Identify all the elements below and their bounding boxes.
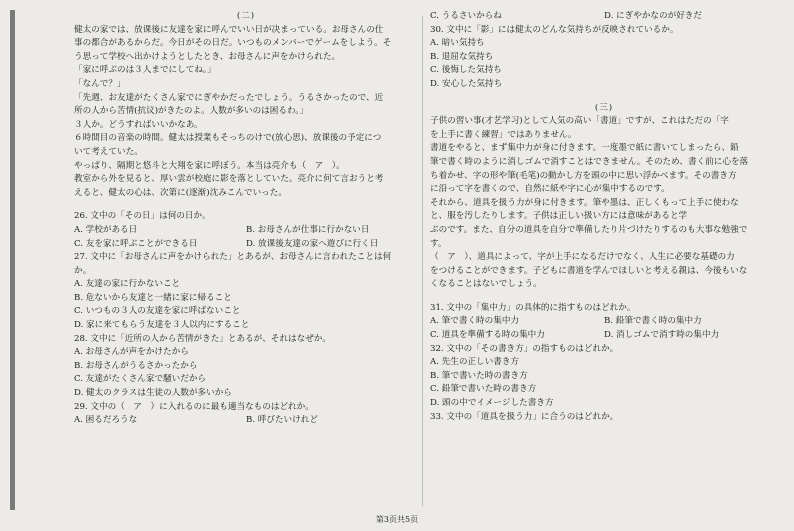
section-title-2: (二) [236, 11, 256, 21]
passage-3 [430, 115, 778, 292]
binding-edge [10, 10, 15, 510]
option-d: D. 家に来てもらう友達を３人以内にすること [74, 320, 250, 331]
passage-line: をつけることができます。子どもに書道を学んでほしいと考える親は、今後もいな [430, 265, 748, 276]
option-a: A. 筆で書く時の集中力 [430, 316, 520, 327]
passage-line: ６時間目の音楽の時間。健太は授業もそっちのけで(放心思)、放课後の予定につ [74, 133, 382, 144]
passage-line: それから、道具を扱う力が身に付きます。筆や墨は、正しくもって上手に使わな [430, 197, 739, 208]
passage-line: う思って学校へ出かけようとしたとき、お母さんに声をかけられた。 [74, 51, 341, 62]
passage-line: 「なんで？」 [74, 78, 126, 89]
question-stem: 28. 文中に「近所の人から苦情がきた」とあるが、それはなぜか。 [74, 333, 332, 344]
option-a: A. 学校がある日 [74, 224, 138, 235]
passage-2 [74, 24, 418, 201]
question-27 [74, 251, 418, 333]
question-stem: 31. 文中の「集中力」の具体的に指すものはどれか。 [430, 302, 636, 313]
passage-line: くなることはないでしょう。 [430, 279, 542, 290]
question-stem: 33. 文中の「道具を扱う力」に合うのはどれか。 [430, 411, 619, 422]
passage-line: えると、健太の心は、次第に(逐渐)沈みこんでいった。 [74, 187, 287, 198]
passage-line: やっぱり、隔期と悠斗と大翔を家に呼ぼう。本当は亮介も（ ア ）。 [74, 160, 345, 171]
option-d: D. 健太のクラスは生徒の人数が多いから [74, 388, 232, 399]
option-c: C. いつもの３人の友達を家に呼ばないこと [74, 306, 241, 317]
option-c: C. 道具を準備する時の集中力 [430, 330, 545, 341]
question-26 [74, 210, 418, 251]
question-29-continued [430, 10, 778, 24]
option-d: D. 安心した気持ち [430, 78, 503, 89]
passage-line: 子供の習い事(才艺学习)として人気の高い「書道」ですが、これはただの「字 [430, 116, 729, 127]
passage-line: （ ア ）、道具によって、字が上手になるだけでなく、人生に必要な基礎の力 [430, 252, 735, 263]
passage-line: 所の人から苦情(抗议)がきたのよ。人数が多いのは困るわ。」 [74, 106, 309, 117]
left-column [74, 10, 418, 428]
question-32 [430, 343, 778, 411]
question-29 [74, 401, 418, 428]
option-a: A. 友達の家に行かないこと [74, 279, 181, 290]
option-b: B. 呼びたいけれど [246, 415, 318, 426]
option-d: D. 頭の中でイメージした書き方 [430, 398, 554, 409]
passage-line: 「家に呼ぶのは３人までにしてね。」 [74, 65, 216, 76]
option-b: B. お母さんがうるさかったから [74, 360, 198, 371]
option-d: D. 放课後友達の家へ遊びに行く日 [246, 238, 379, 249]
question-stem: 32. 文中の「その書き方」の指すものはどれか。 [430, 343, 619, 354]
passage-line: す。 [430, 238, 447, 249]
question-31 [430, 302, 778, 343]
option-b: B. 鉛筆で書く時の集中力 [604, 316, 702, 327]
passage-line: 健太の家では、放课後に友達を家に呼んでいい日が决まっている。お母さんの仕 [74, 24, 384, 35]
right-column [430, 10, 778, 424]
passage-line: ぶのです。また、自分の道具を自分で準備したり片づけたりするのも大事な勉強で [430, 224, 748, 235]
option-d: D. にぎやかなのが好きだ [604, 11, 702, 21]
question-33 [430, 411, 778, 425]
section-title-3: (三) [594, 102, 614, 113]
option-c: C. 後悔した気持ち [430, 65, 502, 76]
question-stem: 27. 文中に「お母さんに声をかけられた」とあるが、お母さんに言われたことは何 [74, 252, 392, 263]
passage-line: を上手に書く練習」ではありません。 [430, 129, 577, 140]
option-d: D. 消しゴムで消す時の集中力 [604, 330, 720, 341]
question-stem: 26. 文中の「その日」は何の日か。 [74, 211, 211, 222]
page-number: 第3页共5页 [375, 515, 419, 524]
option-b: B. 筆で書いた時の書き方 [430, 370, 528, 381]
option-b: B. お母さんが仕事に行かない日 [246, 224, 370, 235]
option-c: C. 友達がたくさん家で騒いだから [74, 374, 207, 385]
option-a: A. 困るだろうな [74, 415, 138, 426]
passage-line: いて考えていた。 [74, 146, 143, 157]
passage-line: 「先週、お友達がたくさん家でにぎやかだったでしょう。うるさかったので、近 [74, 92, 384, 103]
question-28 [74, 333, 418, 401]
option-c: C. 鉛筆で書いた時の書き方 [430, 384, 537, 395]
passage-line: ち着かせ、字の形や筆(毛笔)の動かし方を頭の中に思い浮かべます。その書き方 [430, 170, 737, 181]
passage-line: 書道をやると、まず集中力が身に付きます。一度墨で紙に書いてしまったら、鉛 [430, 143, 739, 154]
column-divider [422, 16, 423, 506]
question-30 [430, 24, 778, 92]
option-c: C. うるさいからね [430, 11, 502, 21]
option-a: A. 暗い気持ち [430, 38, 485, 49]
passage-line: 教室から外を見ると、厚い雲が校庭に影を落としていた。亮介に何て言おうと考 [74, 174, 384, 185]
option-a: A. 先生の正しい書き方 [430, 357, 520, 368]
option-a: A. お母さんが声をかけたから [74, 347, 189, 358]
passage-line: ３人か。どうすればいいかなあ。 [74, 119, 203, 130]
question-stem-cont: か。 [74, 265, 92, 276]
option-c: C. 友を家に呼ぶことができる日 [74, 238, 198, 249]
passage-line: 事の都合があるからだ。今日がその日だ。いつものメンバーでゲームをしよう。そ [74, 38, 392, 49]
question-stem: 29. 文中の（ ア ）に入れるのに最も適当なものはどれか。 [74, 401, 314, 412]
passage-line: 筆で書く時のように消しゴムで消すことはできません。そのため、書く前に心を落 [430, 156, 749, 167]
passage-line: と、服を汚したりします。子供は正しい扱い方には意味があると学 [430, 211, 688, 222]
option-b: B. 危ないから友達と一緒に家に帰ること [74, 292, 232, 303]
question-stem: 30. 文中に「影」には健太のどんな気持ちが反映されているか。 [430, 24, 679, 35]
passage-line: に沿って字を書くので、自然に紙や字に心が集中するのです。 [430, 184, 670, 195]
option-b: B. 退屈な気持ち [430, 51, 494, 62]
